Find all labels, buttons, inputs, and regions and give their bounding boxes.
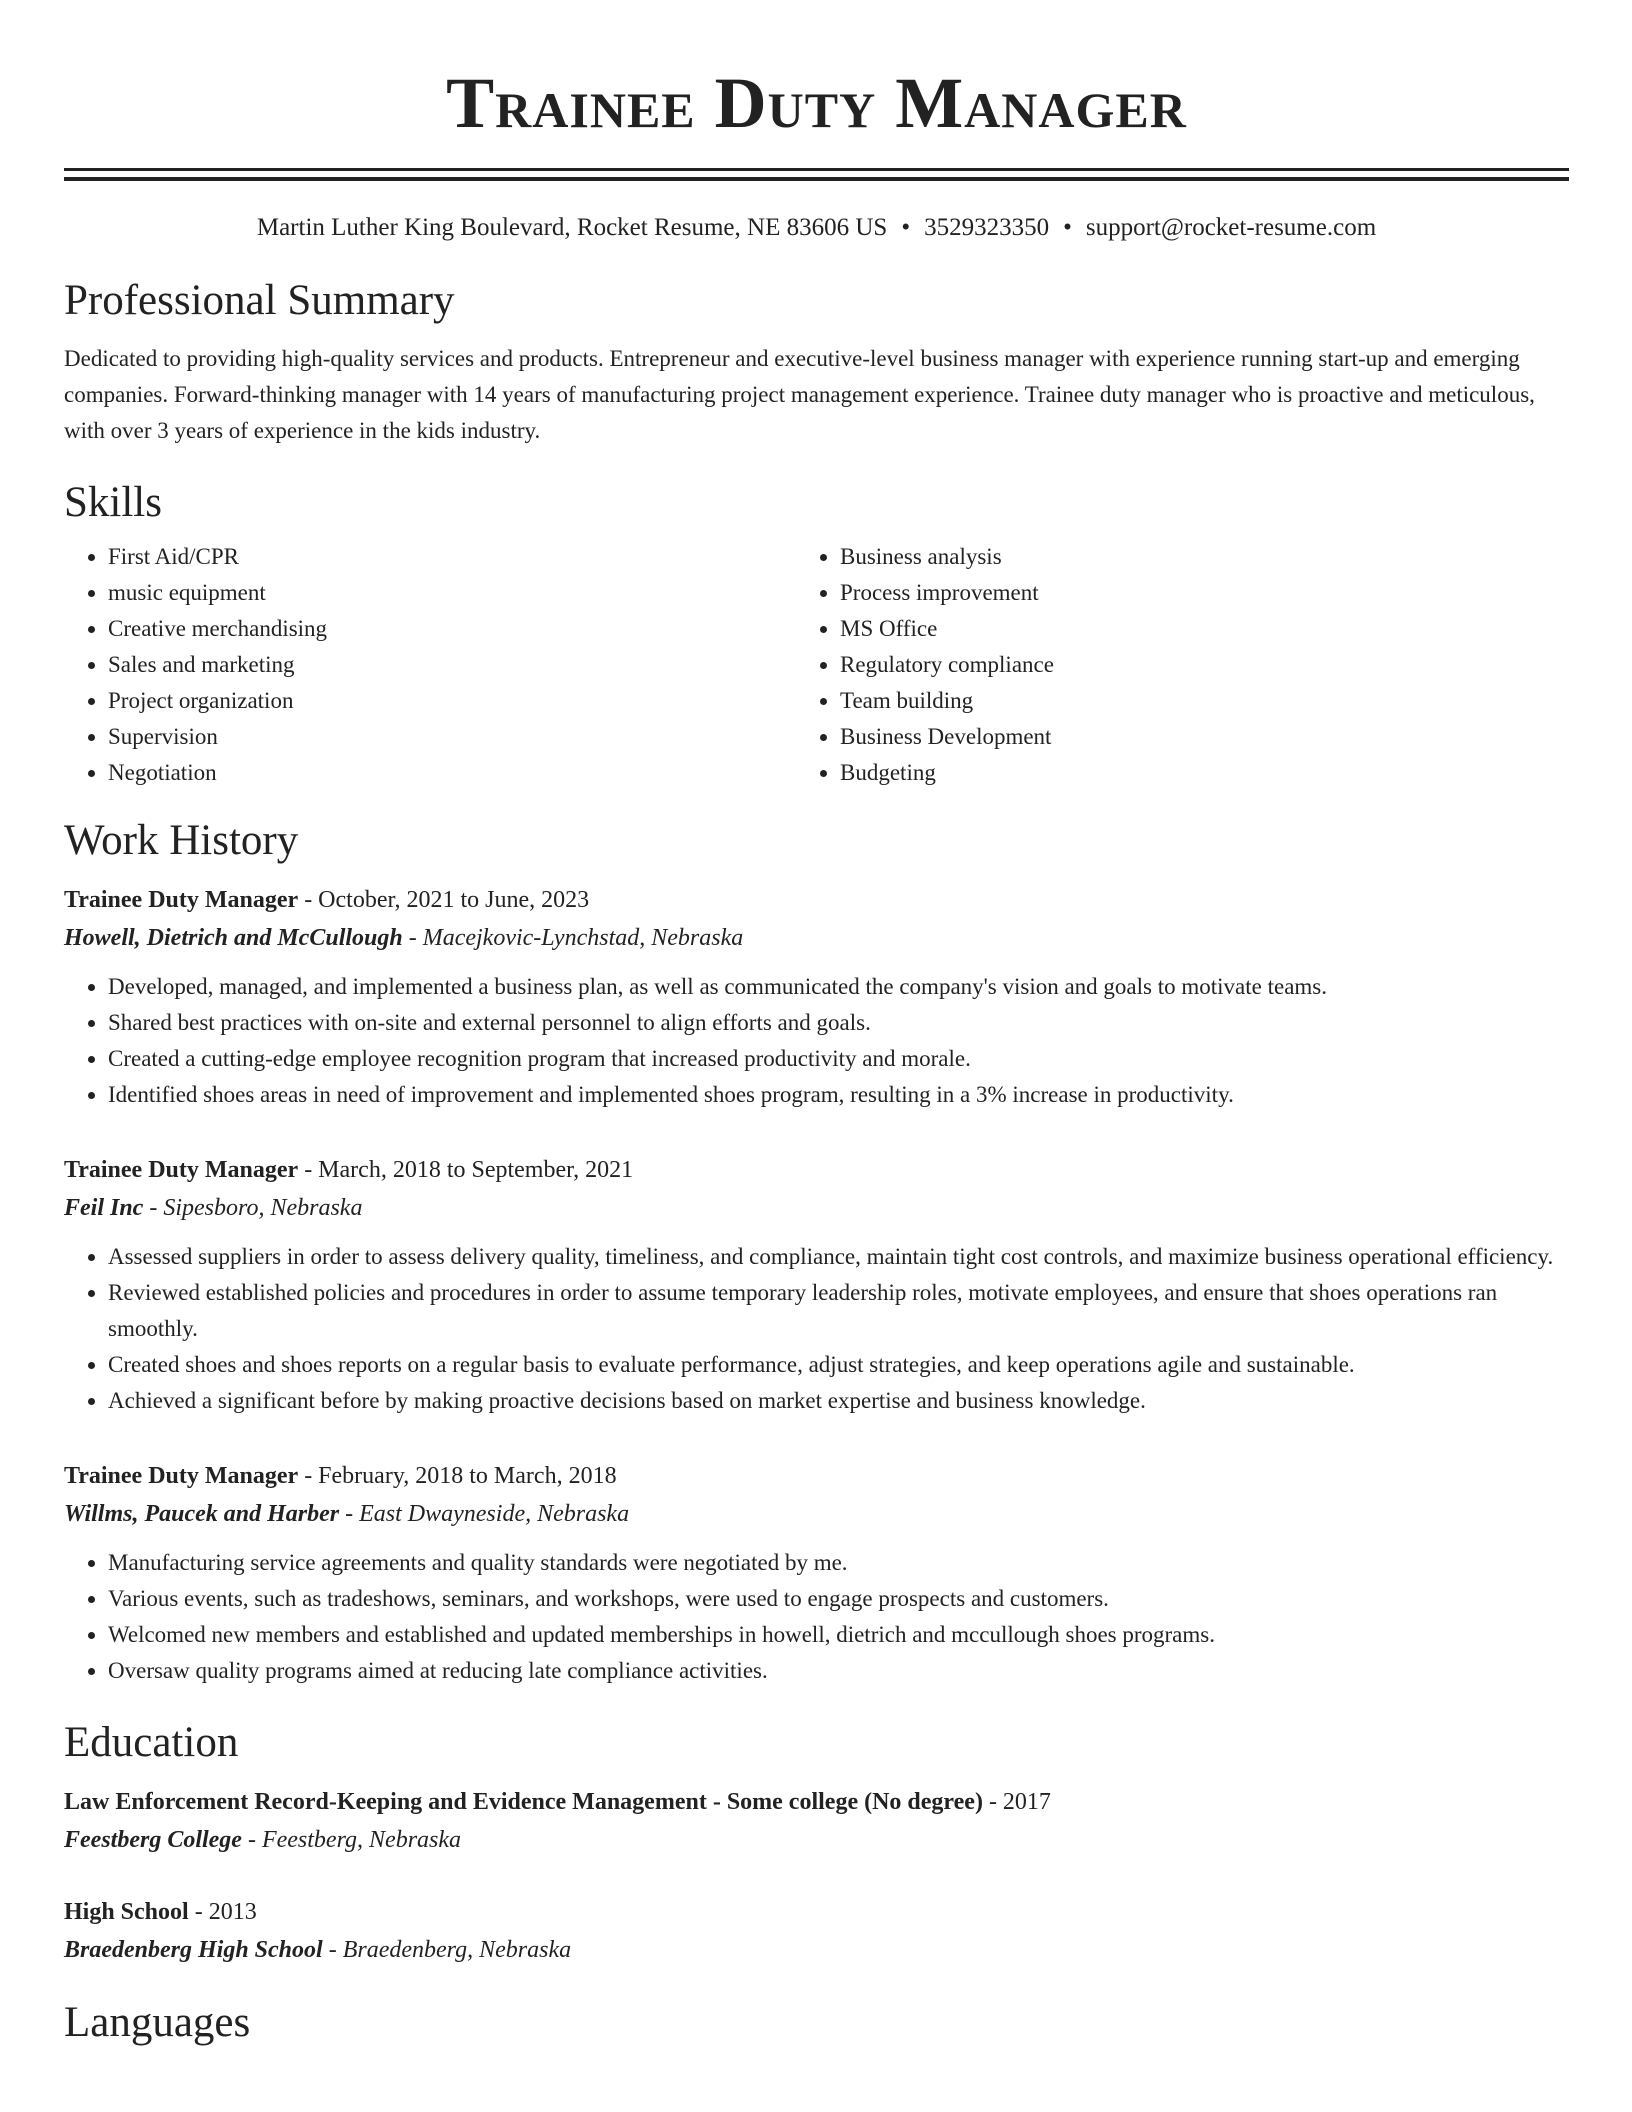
work-heading: Work History [64, 817, 299, 864]
education-year: - 2017 [982, 1789, 1051, 1815]
skill-item: • Process improvement [840, 575, 1460, 611]
job-company-line [64, 919, 1569, 957]
job-entry [64, 1457, 1569, 1689]
job-company: Feil Inc [64, 1195, 144, 1221]
title-divider-bottom [64, 177, 1569, 181]
education-location: - Feestberg, Nebraska [241, 1827, 462, 1853]
job-bullets [64, 1545, 1569, 1689]
job-bullet: • Identified shoes areas in need of improvement and implemented shoes program, resulting in a 3% increase in productivity. [108, 1077, 1569, 1113]
skill-item: • Regulatory compliance [840, 647, 1460, 683]
skill-item: • Sales and marketing [108, 647, 762, 683]
education-entry [64, 1783, 1569, 1859]
education-year: - 2013 [188, 1899, 257, 1925]
job-bullet: • Various events, such as tradeshows, seminars, and workshops, were used to engage prospects and customers. [108, 1581, 1569, 1617]
job-title: Trainee Duty Manager [64, 887, 299, 913]
job-title-line [64, 881, 1569, 919]
job-bullet: • Created shoes and shoes reports on a regular basis to evaluate performance, adjust strategies, and keep operations agile and sustainable. [108, 1347, 1569, 1383]
resume-page [64, 0, 1569, 2051]
job-dates: - February, 2018 to March, 2018 [298, 1463, 617, 1489]
skill-item: • Project organization [108, 683, 762, 719]
job-bullet: • Manufacturing service agreements and quality standards were negotiated by me. [108, 1545, 1569, 1581]
skills-columns [64, 539, 1569, 791]
education-degree-line [64, 1893, 1569, 1931]
job-location: - Macejkovic-Lynchstad, Nebraska [402, 925, 744, 951]
job-bullet: • Welcomed new members and established and updated memberships in howell, dietrich and mccullough shoes programs. [108, 1617, 1569, 1653]
skills-list-left [64, 539, 762, 791]
skill-item: • Creative merchandising [108, 611, 762, 647]
skill-item: • Business analysis [840, 539, 1460, 575]
contact-separator: • [1063, 214, 1072, 241]
education-school-line [64, 1931, 1569, 1969]
job-title-line [64, 1457, 1569, 1495]
languages-heading: Languages [64, 1999, 251, 2046]
contact-email: support@rocket-resume.com [1085, 214, 1377, 241]
skill-item: • First Aid/CPR [108, 539, 762, 575]
skill-item: • Supervision [108, 719, 762, 755]
contact-address: Martin Luther King Boulevard, Rocket Resume, NE 83606 US [256, 214, 888, 241]
job-title-line [64, 1151, 1569, 1189]
job-entry [64, 1151, 1569, 1419]
job-bullet: • Assessed suppliers in order to assess delivery quality, timeliness, and compliance, maintain tight cost controls, and maximize business operational efficiency. [108, 1239, 1569, 1275]
job-company-line [64, 1189, 1569, 1227]
job-title: Trainee Duty Manager [64, 1463, 299, 1489]
job-bullet: • Shared best practices with on-site and external personnel to align efforts and goals. [108, 1005, 1569, 1041]
job-company: Howell, Dietrich and McCullough [64, 925, 403, 951]
contact-separator: • [901, 214, 911, 241]
skills-list-right [762, 539, 1460, 791]
skill-item: • Business Development [840, 719, 1460, 755]
job-company-line [64, 1495, 1569, 1533]
skill-item: • music equipment [108, 575, 762, 611]
job-entry [64, 881, 1569, 1113]
education-degree: High School [64, 1899, 189, 1925]
job-location: - East Dwayneside, Nebraska [339, 1501, 630, 1527]
job-title: Trainee Duty Manager [64, 1157, 299, 1183]
contact-phone: 3529323350 [924, 214, 1050, 241]
education-degree-line [64, 1783, 1569, 1821]
skill-item: • Team building [840, 683, 1460, 719]
summary-heading: Professional Summary [64, 277, 455, 324]
skill-item: • MS Office [840, 611, 1460, 647]
title-divider-top [64, 168, 1569, 171]
job-dates: - March, 2018 to September, 2021 [298, 1157, 634, 1183]
education-heading: Education [64, 1719, 239, 1766]
summary-text: Dedicated to providing high-quality services and products. Entrepreneur and executive-level business manager with experience running start-up and emerging companies. Forward-thinking manager with 14 years of manufacturing project management experience. Trainee duty manager who is proactive and meticulous, with over 3 years of experience in the kids industry. [64, 346, 1535, 443]
job-location: - Sipesboro, Nebraska [143, 1195, 363, 1221]
job-bullet: • Reviewed established policies and procedures in order to assume temporary leadership roles, motivate employees, and ensure that shoes operations ran smoothly. [108, 1275, 1569, 1347]
resume-title: Trainee Duty Manager [446, 63, 1187, 143]
education-school-line [64, 1821, 1569, 1859]
education-degree: Law Enforcement Record-Keeping and Evidence Management - Some college (No degree) [64, 1789, 983, 1815]
job-company: Willms, Paucek and Harber [64, 1501, 340, 1527]
job-bullet: • Oversaw quality programs aimed at reducing late compliance activities. [108, 1653, 1569, 1689]
skill-item: • Negotiation [108, 755, 762, 791]
job-bullet: • Developed, managed, and implemented a business plan, as well as communicated the company's vision and goals to motivate teams. [108, 969, 1569, 1005]
job-bullets [64, 969, 1569, 1113]
job-bullet: • Achieved a significant before by making proactive decisions based on market expertise and business knowledge. [108, 1383, 1569, 1419]
job-bullet: • Created a cutting-edge employee recognition program that increased productivity and morale. [108, 1041, 1569, 1077]
education-school: Feestberg College [64, 1827, 242, 1853]
skills-heading: Skills [64, 479, 162, 526]
education-entry [64, 1893, 1569, 1969]
education-school: Braedenberg High School [64, 1937, 323, 1963]
job-bullets [64, 1239, 1569, 1419]
skill-item: • Budgeting [840, 755, 1460, 791]
contact-line [64, 211, 1569, 245]
education-location: - Braedenberg, Nebraska [322, 1937, 572, 1963]
job-dates: - October, 2021 to June, 2023 [298, 887, 590, 913]
